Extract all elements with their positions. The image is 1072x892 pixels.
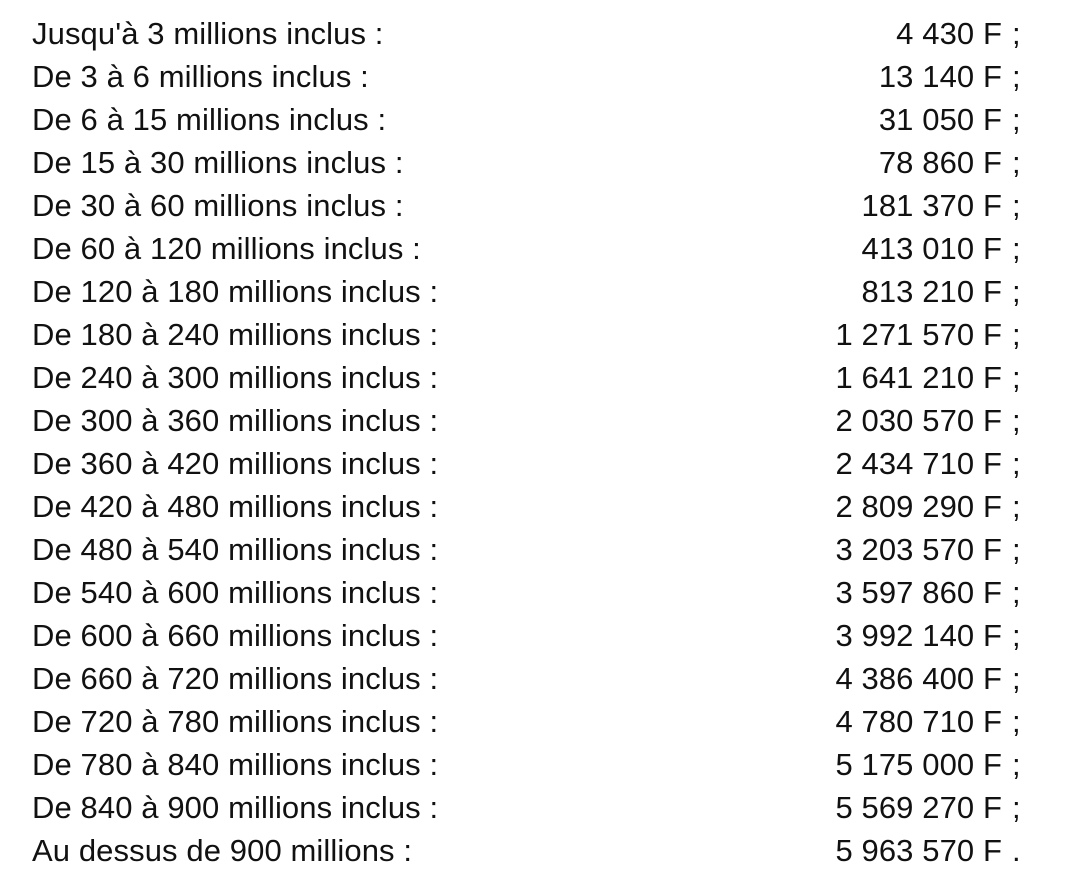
line-terminator: ; [1012, 231, 1021, 266]
bracket-label: De 120 à 180 millions inclus : [32, 274, 439, 309]
bracket-label: De 780 à 840 millions inclus : [32, 747, 439, 782]
amount-value: 4 780 710 F [835, 704, 1002, 739]
bracket-label: De 15 à 30 millions inclus : [32, 145, 404, 180]
rate-row [32, 399, 1042, 442]
rate-row [32, 743, 1042, 786]
rate-row [32, 614, 1042, 657]
line-terminator: ; [1012, 489, 1021, 524]
line-terminator: . [1012, 833, 1021, 868]
bracket-label: De 480 à 540 millions inclus : [32, 532, 439, 567]
bracket-label: De 30 à 60 millions inclus : [32, 188, 404, 223]
amount-value: 813 210 F [861, 274, 1002, 309]
rate-row [32, 12, 1042, 55]
amount-value: 4 386 400 F [835, 661, 1002, 696]
amount-value: 4 430 F [896, 16, 1002, 51]
amount-value: 5 175 000 F [835, 747, 1002, 782]
bracket-label: De 240 à 300 millions inclus : [32, 360, 439, 395]
bracket-label: De 720 à 780 millions inclus : [32, 704, 439, 739]
line-terminator: ; [1012, 145, 1021, 180]
line-terminator: ; [1012, 360, 1021, 395]
rate-row [32, 657, 1042, 700]
bracket-label: De 180 à 240 millions inclus : [32, 317, 439, 352]
rate-row [32, 141, 1042, 184]
line-terminator: ; [1012, 317, 1021, 352]
line-terminator: ; [1012, 446, 1021, 481]
rate-row [32, 356, 1042, 399]
line-terminator: ; [1012, 16, 1021, 51]
amount-value: 5 569 270 F [835, 790, 1002, 825]
amount-value: 2 809 290 F [835, 489, 1002, 524]
amount-value: 1 641 210 F [835, 360, 1002, 395]
amount-value: 2 030 570 F [835, 403, 1002, 438]
rate-row [32, 700, 1042, 743]
rate-table [32, 12, 1042, 872]
bracket-label: De 540 à 600 millions inclus : [32, 575, 439, 610]
bracket-label: De 600 à 660 millions inclus : [32, 618, 439, 653]
bracket-label: De 60 à 120 millions inclus : [32, 231, 421, 266]
line-terminator: ; [1012, 403, 1021, 438]
bracket-label: De 300 à 360 millions inclus : [32, 403, 439, 438]
line-terminator: ; [1012, 59, 1021, 94]
rate-row [32, 184, 1042, 227]
line-terminator: ; [1012, 575, 1021, 610]
rate-row [32, 227, 1042, 270]
line-terminator: ; [1012, 102, 1021, 137]
rate-row [32, 786, 1042, 829]
amount-value: 2 434 710 F [835, 446, 1002, 481]
line-terminator: ; [1012, 188, 1021, 223]
line-terminator: ; [1012, 274, 1021, 309]
amount-value: 13 140 F [878, 59, 1002, 94]
rate-row [32, 485, 1042, 528]
line-terminator: ; [1012, 790, 1021, 825]
amount-value: 31 050 F [878, 102, 1002, 137]
rate-row [32, 313, 1042, 356]
rate-row [32, 442, 1042, 485]
amount-value: 413 010 F [861, 231, 1002, 266]
bracket-label: De 360 à 420 millions inclus : [32, 446, 439, 481]
line-terminator: ; [1012, 618, 1021, 653]
line-terminator: ; [1012, 704, 1021, 739]
bracket-label: Jusqu'à 3 millions inclus : [32, 16, 384, 51]
line-terminator: ; [1012, 747, 1021, 782]
bracket-label: Au dessus de 900 millions : [32, 833, 413, 868]
rate-row [32, 528, 1042, 571]
amount-value: 181 370 F [861, 188, 1002, 223]
rate-row [32, 98, 1042, 141]
rate-row [32, 55, 1042, 98]
rate-row [32, 829, 1042, 872]
bracket-label: De 3 à 6 millions inclus : [32, 59, 369, 94]
line-terminator: ; [1012, 532, 1021, 567]
amount-value: 3 992 140 F [835, 618, 1002, 653]
rate-row [32, 270, 1042, 313]
amount-value: 78 860 F [878, 145, 1002, 180]
amount-value: 5 963 570 F [835, 833, 1002, 868]
bracket-label: De 420 à 480 millions inclus : [32, 489, 439, 524]
bracket-label: De 660 à 720 millions inclus : [32, 661, 439, 696]
bracket-label: De 840 à 900 millions inclus : [32, 790, 439, 825]
line-terminator: ; [1012, 661, 1021, 696]
amount-value: 1 271 570 F [835, 317, 1002, 352]
amount-value: 3 597 860 F [835, 575, 1002, 610]
rate-row [32, 571, 1042, 614]
amount-value: 3 203 570 F [835, 532, 1002, 567]
bracket-label: De 6 à 15 millions inclus : [32, 102, 387, 137]
